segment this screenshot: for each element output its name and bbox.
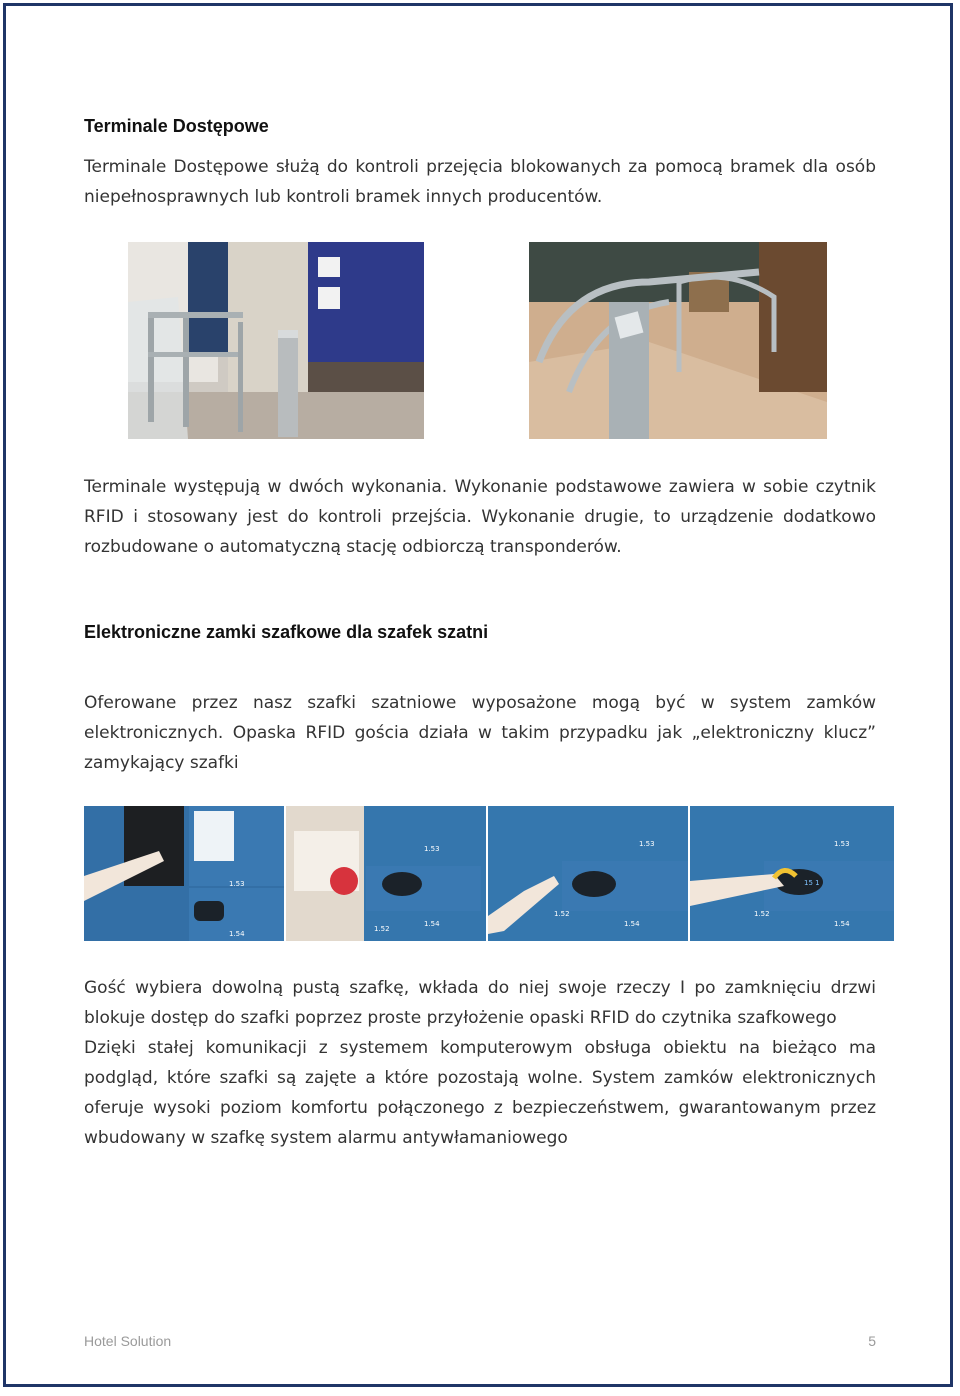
locker-photo-strip — [84, 806, 894, 941]
paragraph-zamki-intro — [84, 688, 876, 778]
locker-panel-1 — [84, 806, 284, 941]
paragraph-line: Gość wybiera dowolną pustą szafkę, wkłada do niej swoje rzeczy I po zamknięciu drzwi — [84, 978, 876, 998]
locker-number: 1.53 — [229, 880, 245, 888]
turnstile-photo-left — [128, 242, 424, 439]
locker-display: 15 1 — [804, 879, 820, 887]
locker-number: 1.52 — [554, 910, 570, 918]
paragraph-line: Terminale Dostępowe służą do kontroli przejęcia blokowanych za pomocą bramek dla osób — [84, 157, 876, 177]
paragraph-line: Terminale występują w dwóch wykonania. Wykonanie podstawowe zawiera w sobie czytnik — [84, 477, 876, 497]
paragraph-line: niepełnosprawnych lub kontroli bramek innych producentów. — [84, 187, 603, 207]
locker-number: 1.52 — [374, 925, 390, 933]
paragraph-line: wbudowany w szafkę system alarmu antywłamaniowego — [84, 1128, 568, 1148]
paragraph-line: rozbudowane o automatyczną stację odbiorczą transponderów. — [84, 537, 622, 557]
footer-page-number: 5 — [868, 1333, 876, 1349]
locker-number: 1.52 — [754, 910, 770, 918]
paragraph-zamki-opis — [84, 973, 876, 1153]
paragraph-terminale-wykonania — [84, 472, 876, 562]
paragraph-line: zamykający szafki — [84, 753, 239, 773]
locker-panel-3 — [488, 806, 688, 941]
locker-number: 1.53 — [639, 840, 655, 848]
locker-number: 1.54 — [834, 920, 850, 928]
paragraph-line: Dzięki stałej komunikacji z systemem komputerowym obsługa obiektu na bieżąco ma — [84, 1038, 876, 1058]
locker-number: 1.53 — [834, 840, 850, 848]
heading-zamki-szafkowe: Elektroniczne zamki szafkowe dla szafek szatni — [84, 622, 489, 642]
locker-number: 1.54 — [229, 930, 245, 938]
paragraph-line: podgląd, które szafki są zajęte a które pozostają wolne. System zamków elektronicznych — [84, 1068, 876, 1088]
locker-number: 1.54 — [424, 920, 440, 928]
paragraph-line: blokuje dostęp do szafki poprzez proste przyłożenie opaski RFID do czytnika szafkowego — [84, 1008, 837, 1028]
locker-number: 1.54 — [624, 920, 640, 928]
paragraph-line: RFID i stosowany jest do kontroli przejścia. Wykonanie drugie, to urządzenie dodatkowo — [84, 507, 876, 527]
locker-number: 1.53 — [424, 845, 440, 853]
locker-panel-2 — [286, 806, 486, 941]
paragraph-line: Oferowane przez nasz szafki szatniowe wyposażone mogą być w system zamków — [84, 693, 876, 713]
paragraph-line: elektronicznych. Opaska RFID gościa działa w takim przypadku jak „elektroniczny klucz” — [84, 723, 876, 743]
turnstile-photo-right — [529, 242, 827, 439]
paragraph-line: oferuje wysoki poziom komfortu połączonego z bezpieczeństwem, gwarantowanym przez — [84, 1098, 876, 1118]
paragraph-terminale-intro — [84, 152, 876, 212]
footer-company: Hotel Solution — [84, 1333, 172, 1349]
locker-panel-4 — [690, 806, 894, 941]
heading-terminale-dostepowe: Terminale Dostępowe — [84, 116, 269, 136]
